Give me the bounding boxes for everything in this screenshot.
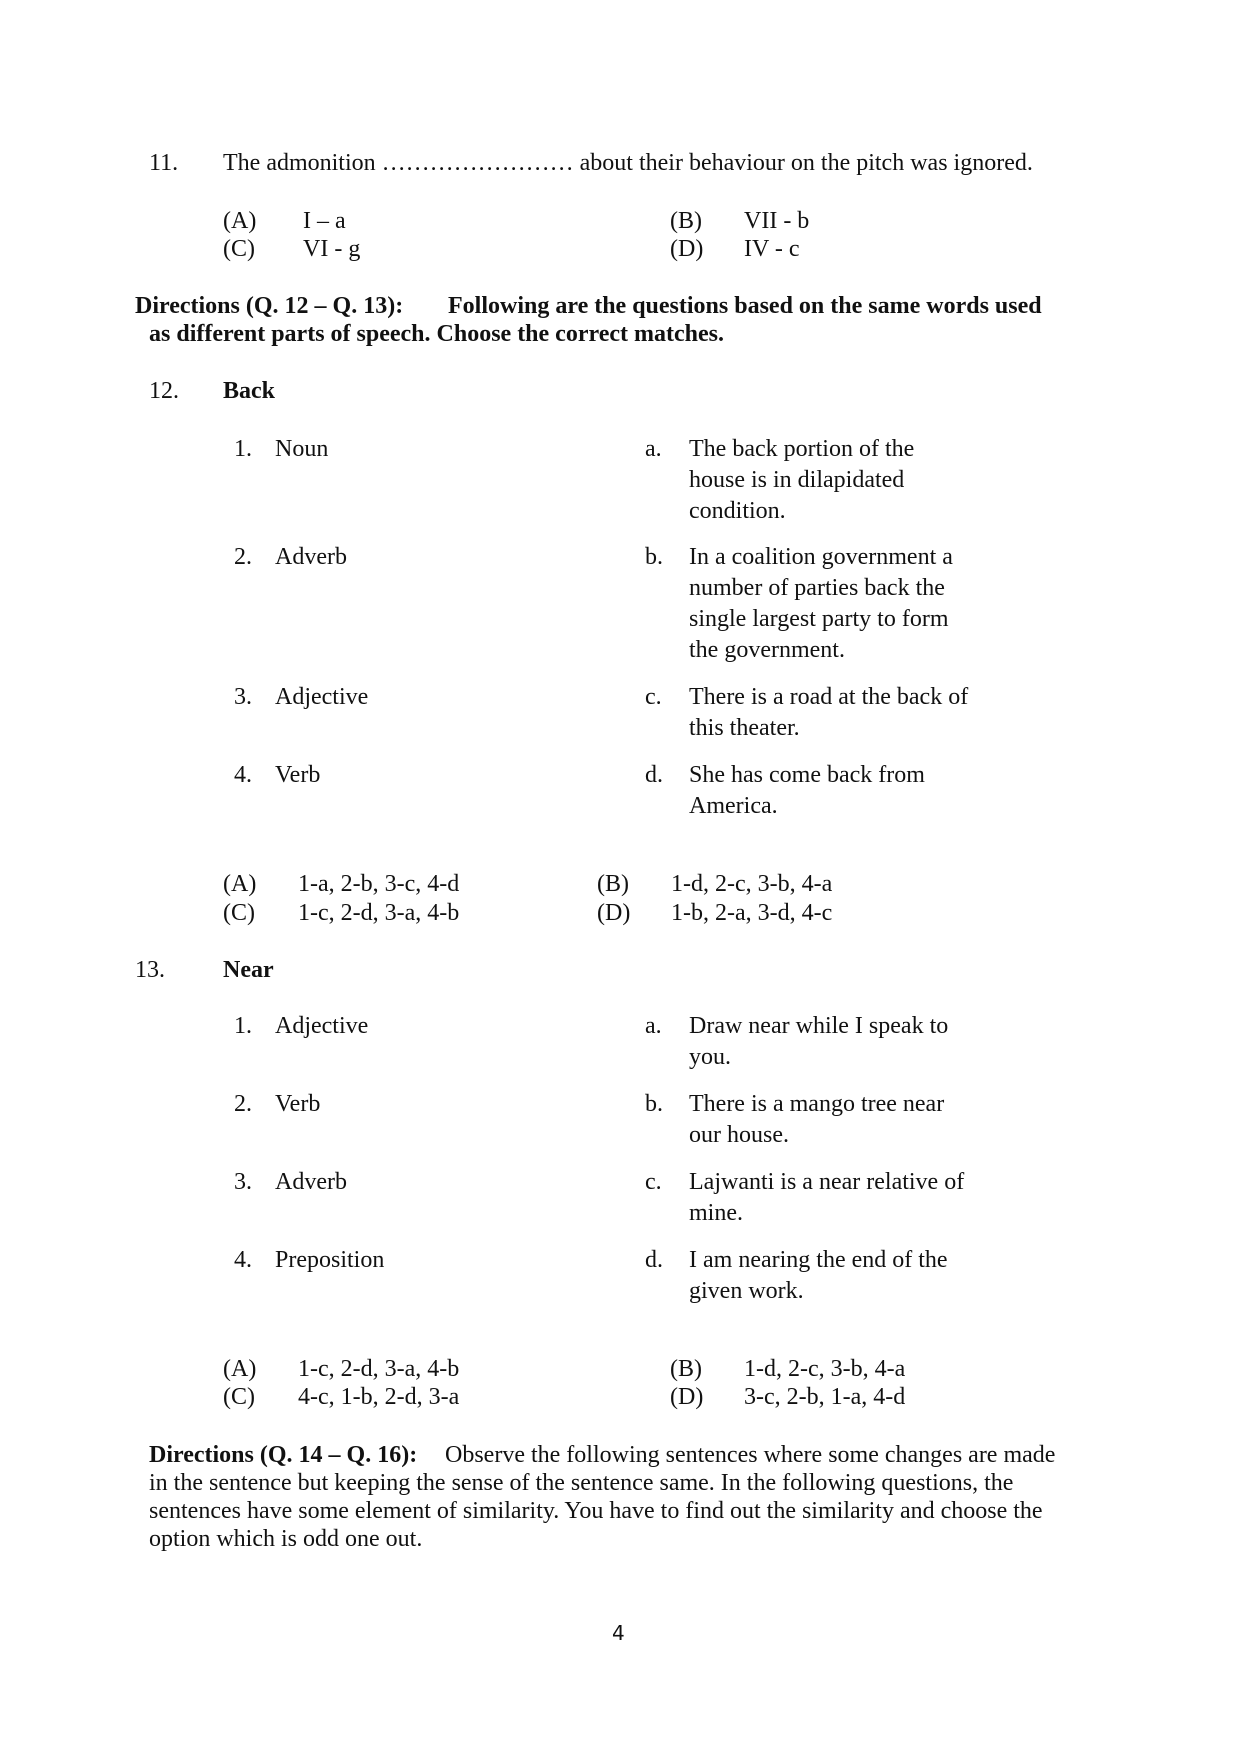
q13-left-3-text: Adverb [275,1169,347,1195]
q11-option-a-label: (A) [223,208,257,234]
q12-option-c-label: (C) [223,900,255,926]
q12-right-d-line2: America. [689,793,778,819]
q13-left-4-num: 4. [234,1247,252,1273]
directions-12-13-line2: as different parts of speech. Choose the correct matches. [149,321,724,347]
q13-number: 13. [135,957,165,983]
q13-left-2-text: Verb [275,1091,321,1117]
q12-right-c-line1: There is a road at the back of [689,684,969,710]
q12-option-b-value: 1-d, 2-c, 3-b, 4-a [671,871,833,897]
directions-12-13-label: Directions (Q. 12 – Q. 13): [135,293,404,319]
q13-option-b-value: 1-d, 2-c, 3-b, 4-a [744,1356,906,1382]
q12-option-a-label: (A) [223,871,257,897]
q13-right-d-line1: I am nearing the end of the [689,1247,948,1273]
q12-option-d-label: (D) [597,900,631,926]
q13-option-a-value: 1-c, 2-d, 3-a, 4-b [298,1356,460,1382]
directions-14-16-line1: Observe the following sentences where some changes are made [445,1442,1056,1468]
q13-left-4-text: Preposition [275,1247,385,1273]
q11-option-b-label: (B) [670,208,702,234]
page-number: 4 [612,1621,625,1645]
q12-right-b-line2: number of parties back the [689,575,945,601]
q13-option-a-label: (A) [223,1356,257,1382]
directions-14-16-line2: in the sentence but keeping the sense of the sentence same. In the following questions, the [149,1470,1014,1496]
q11-number: 11. [149,150,179,176]
q13-right-d-letter: d. [645,1247,663,1273]
q12-option-a-value: 1-a, 2-b, 3-c, 4-d [298,871,460,897]
q13-right-c-line1: Lajwanti is a near relative of [689,1169,965,1195]
q12-option-b-label: (B) [597,871,629,897]
q12-right-a-line2: house is in dilapidated [689,467,905,493]
q12-right-b-line3: single largest party to form [689,606,949,632]
q12-left-2-text: Adverb [275,544,347,570]
q13-right-b-letter: b. [645,1091,663,1117]
directions-14-16-line3: sentences have some element of similarity. You have to find out the similarity and choose the [149,1498,1043,1524]
q12-right-a-line1: The back portion of the [689,436,915,462]
q13-option-b-label: (B) [670,1356,702,1382]
q13-option-c-value: 4-c, 1-b, 2-d, 3-a [298,1384,460,1410]
q12-left-3-text: Adjective [275,684,369,710]
q12-option-c-value: 1-c, 2-d, 3-a, 4-b [298,900,460,926]
q11-option-c-value: VI - g [303,236,361,262]
directions-12-13-line1: Following are the questions based on the same words used [448,293,1042,319]
q13-right-a-line2: you. [689,1044,731,1070]
q13-option-c-label: (C) [223,1384,255,1410]
q12-left-4-num: 4. [234,762,252,788]
directions-14-16-line4: option which is odd one out. [149,1526,423,1552]
q12-right-b-line4: the government. [689,637,845,663]
q13-left-3-num: 3. [234,1169,252,1195]
q13-option-d-label: (D) [670,1384,704,1410]
q13-right-d-line2: given work. [689,1278,804,1304]
q12-left-2-num: 2. [234,544,252,570]
q12-right-b-letter: b. [645,544,663,570]
q13-right-b-line1: There is a mango tree near [689,1091,945,1117]
q13-right-c-line2: mine. [689,1200,743,1226]
q12-word: Back [223,378,276,404]
q13-option-d-value: 3-c, 2-b, 1-a, 4-d [744,1384,906,1410]
q13-right-c-letter: c. [645,1169,662,1195]
directions-14-16-label: Directions (Q. 14 – Q. 16): [149,1442,418,1468]
q13-right-b-line2: our house. [689,1122,789,1148]
q12-option-d-value: 1-b, 2-a, 3-d, 4-c [671,900,833,926]
q12-left-1-num: 1. [234,436,252,462]
q12-right-a-letter: a. [645,436,662,462]
q13-word: Near [223,957,274,983]
q13-left-1-num: 1. [234,1013,252,1039]
q12-left-4-text: Verb [275,762,321,788]
q12-right-d-letter: d. [645,762,663,788]
q11-option-c-label: (C) [223,236,255,262]
q12-right-c-letter: c. [645,684,662,710]
q12-right-b-line1: In a coalition government a [689,544,953,570]
q13-right-a-line1: Draw near while I speak to [689,1013,949,1039]
q11-option-a-value: I – a [303,208,346,234]
q12-right-a-line3: condition. [689,498,786,524]
q13-left-2-num: 2. [234,1091,252,1117]
q12-number: 12. [149,378,179,404]
q12-right-c-line2: this theater. [689,715,800,741]
q11-option-d-label: (D) [670,236,704,262]
q11-option-d-value: IV - c [744,236,800,262]
q13-left-1-text: Adjective [275,1013,369,1039]
q13-right-a-letter: a. [645,1013,662,1039]
q12-left-3-num: 3. [234,684,252,710]
q11-option-b-value: VII - b [744,208,810,234]
q11-text: The admonition …………………… about their behaviour on the pitch was ignored. [223,150,1033,176]
q12-left-1-text: Noun [275,436,329,462]
q12-right-d-line1: She has come back from [689,762,925,788]
